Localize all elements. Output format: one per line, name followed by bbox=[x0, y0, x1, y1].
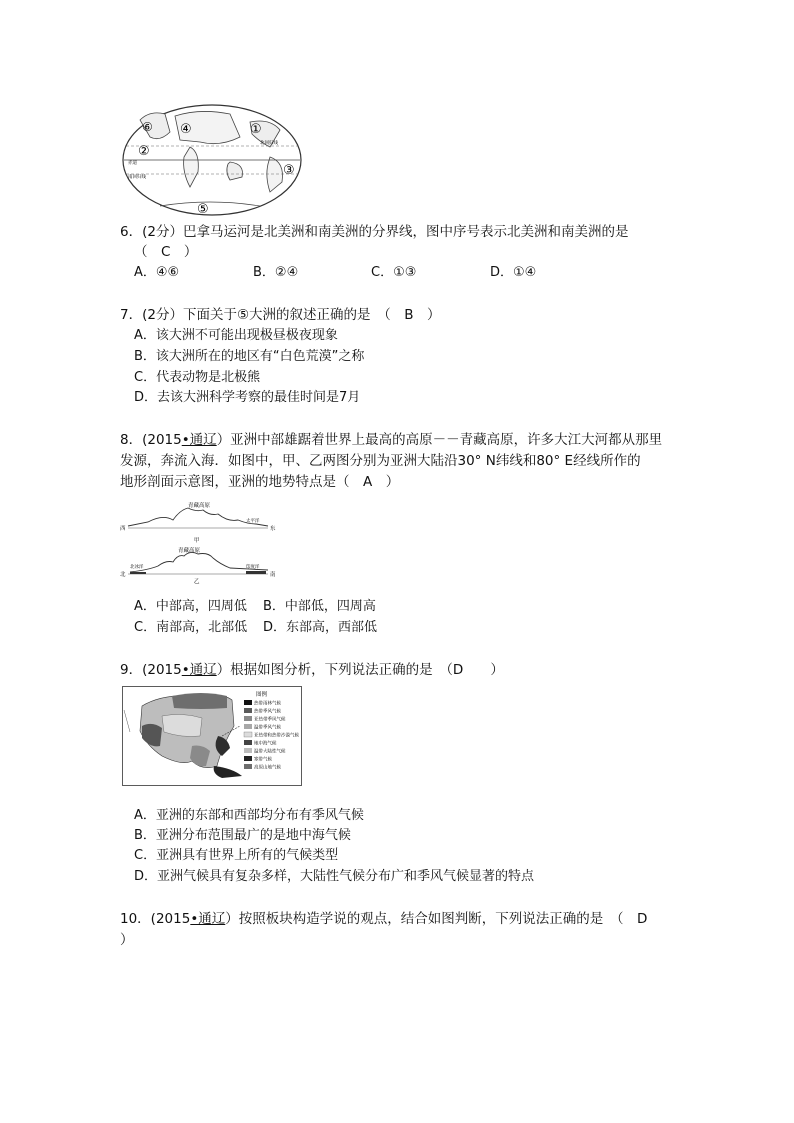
q10-stem bbox=[120, 909, 647, 929]
legend-swatch-3 bbox=[244, 724, 252, 729]
profile-bottom-right-ocean: 印度洋 bbox=[246, 565, 260, 570]
q9-stem-place: •通辽 bbox=[181, 662, 217, 678]
q7-stem: 7．(2分）下面关于⑤大洲的叙述正确的是 （ B ） bbox=[120, 307, 441, 323]
q9-stem-prefix: 9．(2015 bbox=[120, 662, 182, 678]
map-label-1: ① bbox=[250, 122, 262, 137]
profile-top-caption: 甲 bbox=[194, 538, 200, 544]
map-tropic-north: 北回归线 bbox=[260, 141, 278, 146]
map-label-5: ⑤ bbox=[197, 202, 209, 217]
profile-bottom-title: 青藏高原 bbox=[178, 548, 201, 554]
q6-option-a: A．④⑥ bbox=[134, 265, 180, 280]
q8-option-d: D．东部高，西部低 bbox=[263, 620, 378, 635]
q8-option-c: C．南部高，北部低 bbox=[134, 620, 248, 635]
q7-option-c: C．代表动物是北极熊 bbox=[134, 370, 261, 385]
q10-stem-place: •通辽 bbox=[190, 911, 226, 927]
legend-label-2: 亚热带季风气候 bbox=[254, 717, 286, 723]
q8-stem-line1 bbox=[120, 430, 662, 450]
q9-stem bbox=[120, 660, 504, 680]
q9-stem-rest: ）根据如图分析，下列说法正确的是 （D ） bbox=[216, 662, 504, 678]
legend-label-3: 温带季风气候 bbox=[254, 725, 281, 731]
map-label-4: ④ bbox=[180, 122, 192, 137]
legend-label-1: 热带季风气候 bbox=[254, 709, 281, 715]
q7-option-b: B．该大洲所在的地区有“白色荒漠”之称 bbox=[134, 349, 365, 364]
q10-stem-prefix: 10．(2015 bbox=[120, 911, 191, 927]
q10-stem-rest: ）按照板块构造学说的观点，结合如图判断，下列说法正确的是 （ D bbox=[225, 911, 648, 927]
legend-swatch-8 bbox=[244, 764, 252, 769]
q6-option-d: D．①④ bbox=[490, 265, 537, 280]
map-equator: 赤道 bbox=[128, 161, 137, 166]
map-label-2: ② bbox=[138, 144, 150, 159]
q8-stem-rest: ）亚洲中部雄踞着世界上最高的高原－－青藏高原，许多大江大河都从那里 bbox=[216, 432, 663, 448]
legend-label-4: 亚热带和热带沙漠气候 bbox=[254, 733, 299, 739]
q6-stem: 6．(2分）巴拿马运河是北美洲和南美洲的分界线，图中序号表示北美洲和南美洲的是 bbox=[120, 224, 629, 240]
q6-option-c: C．①③ bbox=[371, 265, 417, 280]
world-map-figure bbox=[120, 102, 305, 217]
q8-stem-place: •通辽 bbox=[181, 432, 217, 448]
q9-option-c: C．亚洲具有世界上所有的气候类型 bbox=[134, 848, 339, 863]
q9-option-b: B．亚洲分布范围最广的是地中海气候 bbox=[134, 828, 351, 843]
climate-legend-title: 图例 bbox=[256, 692, 268, 698]
profile-bottom-north: 北 bbox=[120, 572, 126, 578]
q8-stem-line3: 地形剖面示意图，亚洲的地势特点是（ A ） bbox=[120, 474, 400, 490]
profile-top-title: 青藏高原 bbox=[188, 503, 211, 509]
q6-answer: （ C ） bbox=[134, 244, 198, 260]
q8-stem-prefix: 8．(2015 bbox=[120, 432, 182, 448]
q9-option-a: A．亚洲的东部和西部均分布有季风气候 bbox=[134, 808, 364, 823]
legend-swatch-6 bbox=[244, 748, 252, 753]
legend-label-8: 高原山地气候 bbox=[254, 765, 281, 771]
profile-top-west: 西 bbox=[120, 526, 126, 532]
profile-bottom-caption: 乙 bbox=[194, 579, 200, 584]
map-tropic-south: 南回归线 bbox=[128, 175, 146, 180]
legend-swatch-7 bbox=[244, 756, 252, 761]
map-label-3: ③ bbox=[283, 163, 295, 178]
q7-option-a: A．该大洲不可能出现极昼极夜现象 bbox=[134, 328, 338, 343]
q8-option-a: A．中部高，四周低 bbox=[134, 599, 247, 614]
profile-top-east: 东 bbox=[270, 526, 276, 532]
profile-bottom-south: 南 bbox=[270, 572, 276, 578]
legend-swatch-5 bbox=[244, 740, 252, 745]
map-label-6: ⑥ bbox=[142, 120, 153, 134]
legend-label-7: 寒带气候 bbox=[254, 757, 272, 763]
legend-label-6: 温带大陆性气候 bbox=[254, 749, 286, 755]
q9-option-d: D．亚洲气候具有复杂多样，大陆性气候分布广和季风气候显著的特点 bbox=[134, 869, 535, 884]
profile-figure bbox=[118, 498, 278, 584]
legend-label-5: 地中海气候 bbox=[254, 741, 277, 747]
q6-option-b: B．②④ bbox=[253, 265, 299, 280]
profile-top-ocean: 太平洋 bbox=[246, 519, 260, 524]
q7-option-d: D．去该大洲科学考察的最佳时间是7月 bbox=[134, 390, 361, 405]
legend-swatch-4 bbox=[244, 732, 252, 737]
q8-option-b: B．中部低，四周高 bbox=[263, 599, 376, 614]
legend-swatch-2 bbox=[244, 716, 252, 721]
profile-bottom-left-ocean: 北冰洋 bbox=[130, 565, 144, 570]
legend-label-0: 热带雨林气候 bbox=[254, 701, 281, 707]
legend-swatch-1 bbox=[244, 708, 252, 713]
q8-stem-line2: 发源，奔流入海．如图中，甲、乙两图分别为亚洲大陆沿30° N纬线和80° E经线所作的 bbox=[120, 453, 641, 469]
climate-map-figure bbox=[122, 686, 302, 786]
q10-stem-line2: ） bbox=[120, 932, 134, 948]
legend-swatch-0 bbox=[244, 700, 252, 705]
